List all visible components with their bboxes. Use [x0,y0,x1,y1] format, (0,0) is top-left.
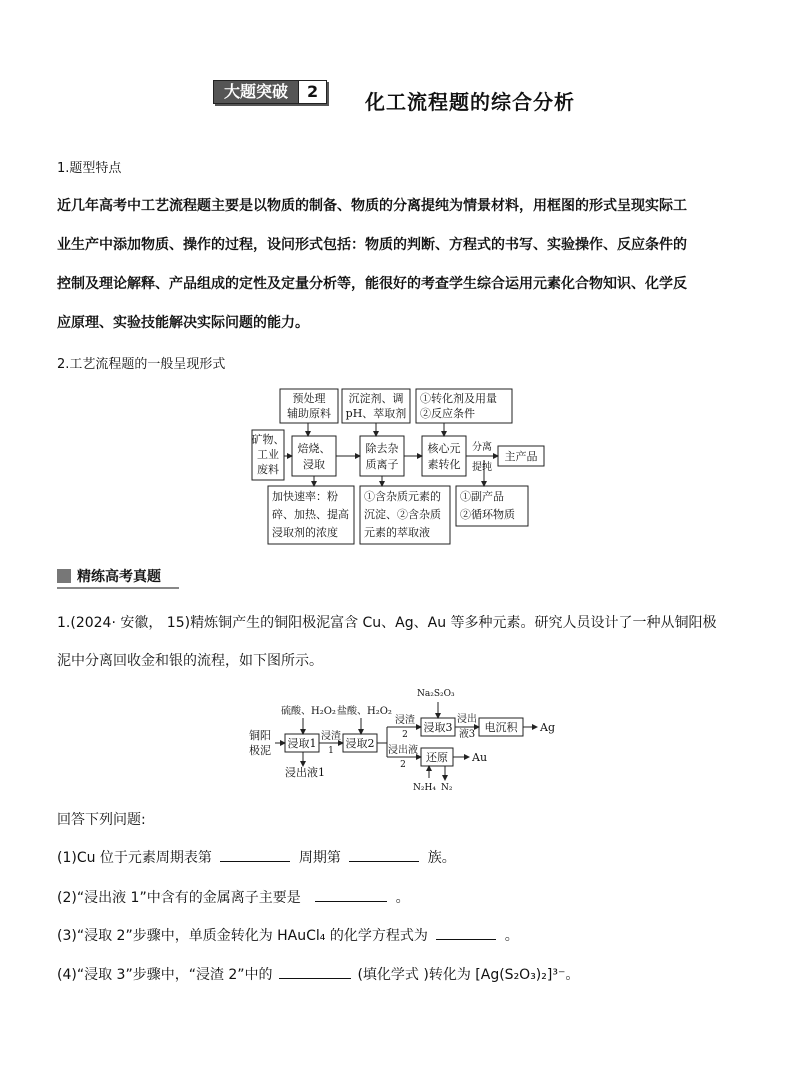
question-text: (3)“浸取 2”步骤中，单质金转化为 HAuCl₄ 的化学方程式为 [57,928,428,944]
question-text: (填化学式 )转化为 [Ag(S₂O₃)₂]³⁻。 [357,967,580,983]
flow-text: Ag [540,721,555,734]
flow-text: 沉淀剂、调 [348,392,404,405]
answer-blank[interactable] [436,925,496,940]
question-1 [57,847,456,867]
problem-line: 泥中分离回收金和银的流程，如下图所示。 [57,653,323,669]
flow-text: pH、萃取剂 [345,407,407,420]
intro-paragraph [57,187,757,343]
section-bar-icon [57,569,71,583]
flow-text: 浸出液 [388,745,418,756]
flow-text: Au [472,751,488,764]
flow-text: 预处理 [292,392,326,405]
flow-text: 除去杂 [365,442,399,455]
flow-text: 液3 [458,729,476,740]
flow-text: ②循环物质 [460,508,515,521]
flow-text: 浸取1 [287,737,317,750]
question-4 [57,964,579,984]
flow-text: 浸渣 [321,731,341,742]
flow-text: 还原 [426,751,448,764]
flow-text: 浸出液1 [285,766,325,779]
paragraph-line: 应原理、实验技能解决实际问题的能力。 [57,315,309,331]
flow-text: 元素的萃取液 [364,526,430,539]
question-text: (2)“浸出液 1”中含有的金属离子主要是 [57,890,301,906]
section-heading-3 [57,566,161,586]
question-3 [57,925,519,945]
page-title: 化工流程题的综合分析 [365,90,575,114]
recovery-flowchart [245,682,565,794]
flow-text: 电沉积 [484,721,518,734]
flow-text: 浸出 [457,714,477,725]
flow-text: 分离 [472,442,492,453]
flow-text: 极泥 [249,744,271,757]
flow-text: 浸取 [303,458,325,471]
question-text: 族。 [427,850,456,866]
answer-blank[interactable] [349,847,419,862]
section-underline [57,587,179,589]
flow-text: 浸取2 [345,737,375,750]
flow-text: N₂H₄ [413,783,436,793]
flow-text: Na₂S₂O₃ [417,689,455,699]
section-title: 精练高考真题 [77,569,161,585]
flow-text: 硫酸、H₂O₂ [281,706,336,717]
flow-text: 浸渣 [395,715,415,726]
flow-text: 2 [400,760,406,770]
question-text: 周期第 [298,850,341,866]
flow-text: 铜阳 [249,729,271,742]
topic-badge [213,80,327,104]
flow-text: 加快速率：粉 [272,490,338,503]
flow-text: 焙烧、 [297,442,331,455]
answer-blank[interactable] [279,964,351,979]
flow-text: 主产品 [504,450,538,463]
section-heading-1: 1.题型特点 [57,161,122,176]
question-2 [57,887,410,907]
flow-text: 浸取3 [423,721,453,734]
flow-text: 素转化 [427,458,461,471]
answer-blank[interactable] [315,887,387,902]
flow-text: N₂ [441,783,453,793]
flow-text: 浸取剂的浓度 [272,526,338,539]
flow-text: ②反应条件 [420,407,475,420]
flow-text: ①转化剂及用量 [420,392,497,405]
question-text: (4)“浸取 3”步骤中，“浸渣 2”中的 [57,967,273,983]
flow-text: 1 [328,746,334,756]
general-flowchart [248,386,548,546]
questions-intro: 回答下列问题: [57,812,146,828]
flow-text: 工业 [257,448,279,461]
flow-text: 盐酸、H₂O₂ [337,706,392,717]
flow-text: 碎、加热、提高 [272,508,349,521]
question-text: 。 [504,928,519,944]
paragraph-line: 近几年高考中工艺流程题主要是以物质的制备、物质的分离提纯为情景材料，用框图的形式呈现实际工 [57,198,687,214]
flow-text: 核心元 [427,442,461,455]
flow-text: 沉淀、②含杂质 [364,508,441,521]
flow-text: 质离子 [365,458,399,471]
flow-text: ①副产品 [460,490,504,503]
badge-number: 2 [298,81,326,103]
question-text: 。 [395,890,410,906]
problem-line: 1.(2024· 安徽， 15)精炼铜产生的铜阳极泥富含 Cu、Ag、Au 等多种元素。研究人员设计了一种从铜阳极 [57,615,717,631]
answer-blank[interactable] [220,847,290,862]
flow-text: 2 [402,730,408,740]
flow-text: ①含杂质元素的 [364,490,441,503]
flow-text: 废料 [257,463,279,476]
section-heading-2: 2.工艺流程题的一般呈现形式 [57,357,226,372]
flow-text: 提纯 [472,462,492,473]
badge-label: 大题突破 [214,81,298,103]
flow-text: 辅助原料 [287,407,331,420]
paragraph-line: 控制及理论解释、产品组成的定性及定量分析等，能很好的考查学生综合运用元素化合物知识、化学反 [57,276,687,292]
flow-text: 矿物、 [251,433,285,446]
question-text: (1)Cu 位于元素周期表第 [57,850,212,866]
paragraph-line: 业生产中添加物质、操作的过程，设问形式包括：物质的判断、方程式的书写、实验操作、反应条件的 [57,237,687,253]
